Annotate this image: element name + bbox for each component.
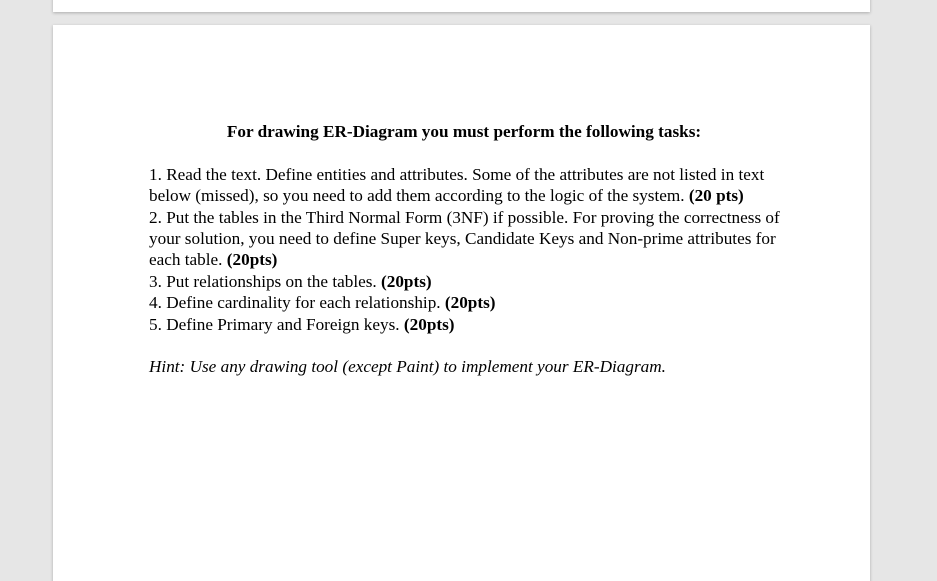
- task-points: (20pts): [381, 271, 432, 291]
- task-points: (20pts): [226, 250, 278, 270]
- page-content: [149, 121, 789, 378]
- document-page: [53, 25, 870, 581]
- task-item-3: [149, 271, 789, 292]
- task-text: 2. Put the tables in the Third Normal Form (3NF) if possible. For proving the correctness of your solution, you need to define Super keys, Candidate Keys and Non-prime attributes for each table.: [149, 207, 780, 270]
- task-text: 5. Define Primary and Foreign keys.: [149, 314, 404, 334]
- previous-page: [53, 0, 870, 12]
- task-points: (20 pts): [688, 186, 744, 206]
- task-text: 1. Read the text. Define entities and attributes. Some of the attributes are not listed in text below (missed), so you need to add them according to the logic of the system.: [149, 164, 765, 206]
- task-points: (20pts): [403, 314, 455, 334]
- task-item-2: [149, 207, 789, 271]
- task-text: 4. Define cardinality for each relationship.: [149, 293, 445, 313]
- task-item-5: [149, 314, 789, 335]
- task-item-1: [149, 164, 789, 207]
- task-text: 3. Put relationships on the tables.: [149, 271, 382, 291]
- task-heading: For drawing ER-Diagram you must perform the following tasks:: [226, 122, 702, 141]
- hint-text: Hint: Use any drawing tool (except Paint) to implement your ER-Diagram.: [149, 357, 666, 377]
- task-item-4: [149, 292, 789, 313]
- task-points: (20pts): [444, 293, 496, 313]
